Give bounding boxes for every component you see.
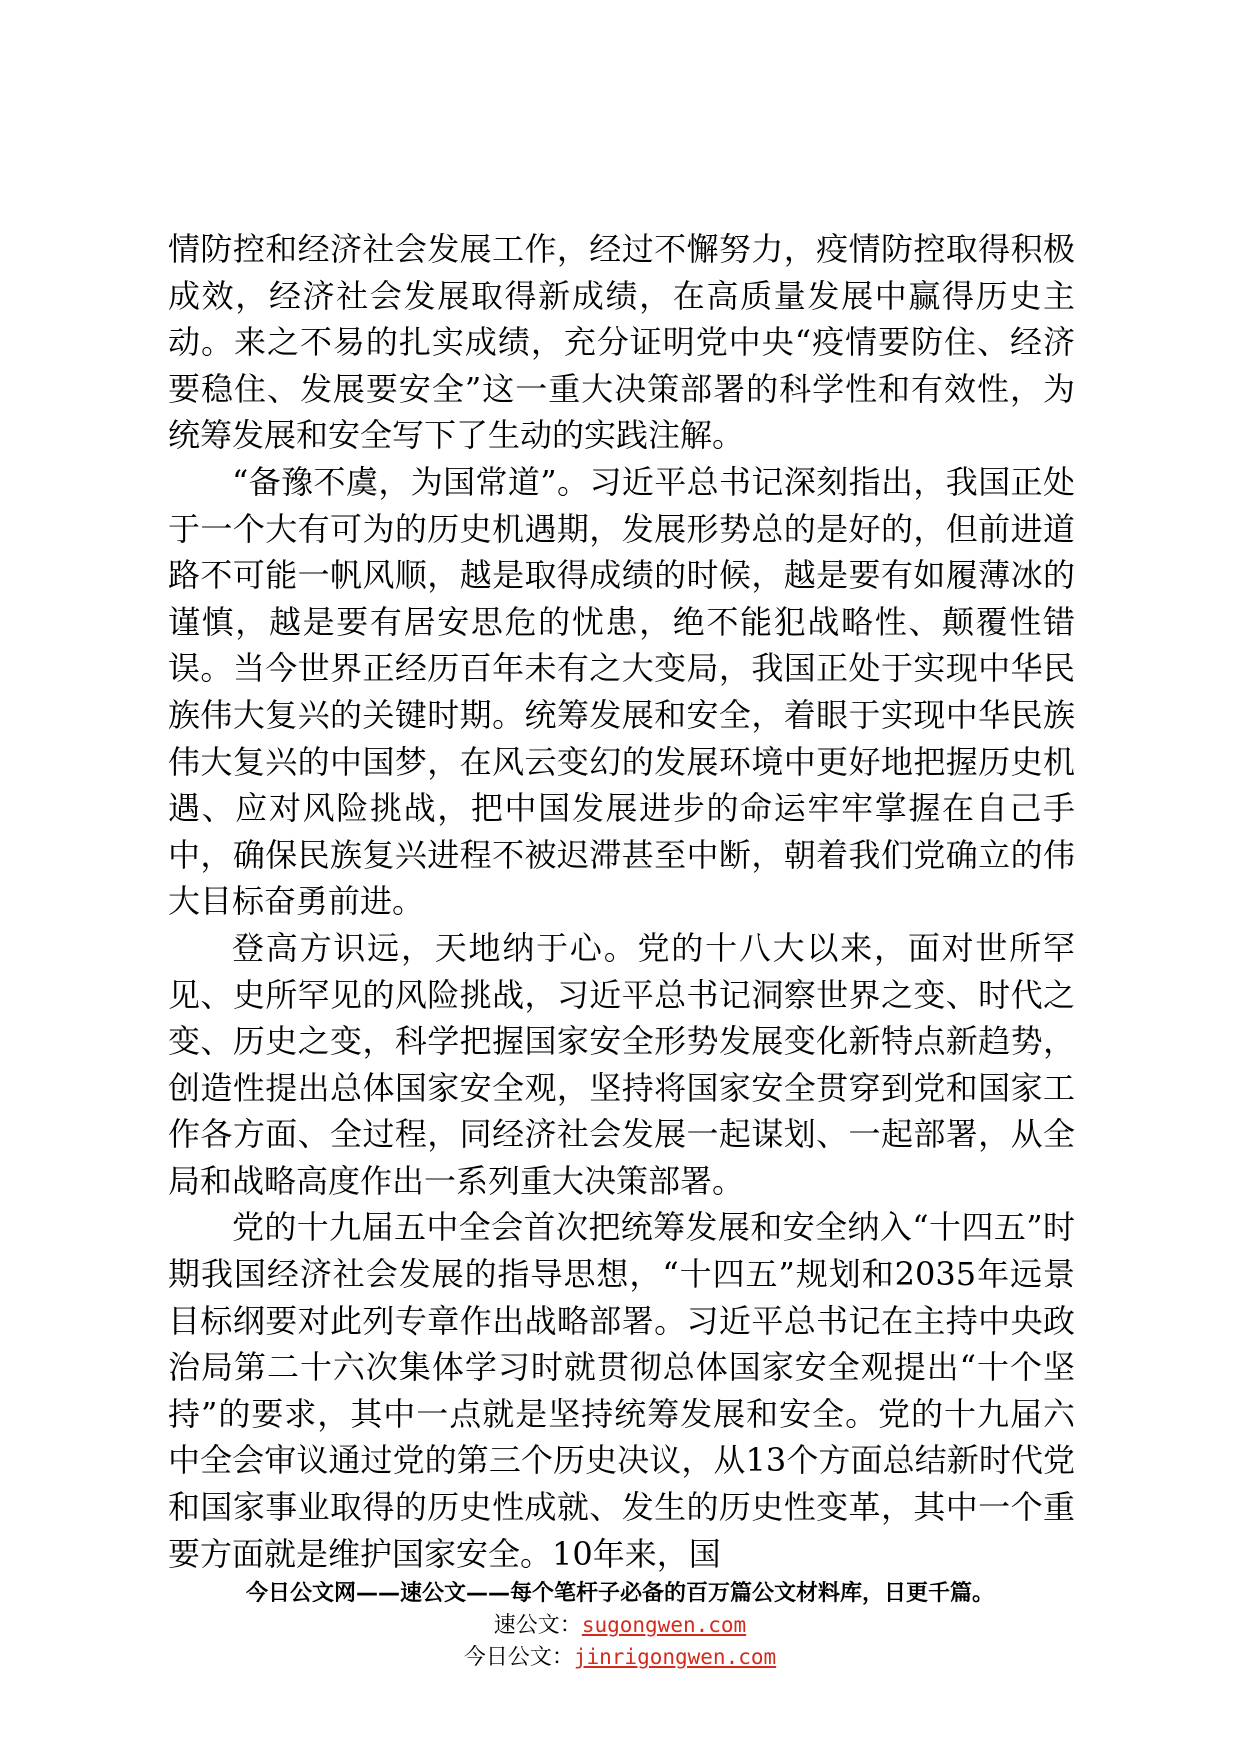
paragraph-1: 情防控和经济社会发展工作，经过不懈努力，疫情防控取得积极成效，经济社会发展取得新成绩，在高质量发展中赢得历史主动。来之不易的扎实成绩，充分证明党中央“疫情要防住、经济要稳住、发展要安全”这一重大决策部署的科学性和有效性，为统筹发展和安全写下了生动的实践注解。 [168, 230, 1075, 455]
document-body [168, 226, 1075, 1577]
footer-jinrigongwen-line [0, 1640, 1240, 1671]
footer-sugongwen-line [0, 1608, 1240, 1639]
paragraph-4: 党的十九届五中全会首次把统筹发展和安全纳入“十四五”时期我国经济社会发展的指导思想，“十四五”规划和2035年远景目标纲要对此列专章作出战略部署。习近平总书记在主持中央政治局第二十六次集体学习时就贯彻总体国家安全观提出“十个坚持”的要求，其中一点就是坚持统筹发展和安全。党的十九届六中全会审议通过党的第三个历史决议，从13个方面总结新时代党和国家事业取得的历史性成就、发生的历史性变革，其中一个重要方面就是维护国家安全。10年来，国 [168, 1208, 1075, 1573]
paragraph-3: 登高方识远，天地纳于心。党的十八大以来，面对世所罕见、史所罕见的风险挑战，习近平总书记洞察世界之变、时代之变、历史之变，科学把握国家安全形势发展变化新特点新趋势，创造性提出总体国家安全观，坚持将国家安全贯穿到党和国家工作各方面、全过程，同经济社会发展一起谋划、一起部署，从全局和战略高度作出一系列重大决策部署。 [168, 928, 1075, 1200]
paragraph-2: “备豫不虞，为国常道”。习近平总书记深刻指出，我国正处于一个大有可为的历史机遇期，发展形势总的是好的，但前进道路不可能一帆风顺，越是取得成绩的时候，越是要有如履薄冰的谨慎，越是要有居安思危的忧患，绝不能犯战略性、颠覆性错误。当今世界正经历百年未有之大变局，我国正处于实现中华民族伟大复兴的关键时期。统筹发展和安全，着眼于实现中华民族伟大复兴的中国梦，在风云变幻的发展环境中更好地把握历史机遇、应对风险挑战，把中国发展进步的命运牢牢掌握在自己手中，确保民族复兴进程不被迟滞甚至中断，朝着我们党确立的伟大目标奋勇前进。 [168, 462, 1075, 921]
footer-jinrigongwen-label: 今日公文： [463, 1645, 574, 1670]
sugongwen-link[interactable]: sugongwen.com [581, 1613, 747, 1637]
footer-sugongwen-label: 速公文： [493, 1613, 582, 1638]
jinrigongwen-link[interactable]: jinrigongwen.com [573, 1645, 777, 1669]
footer-slogan: 今日公文网——速公文——每个笔杆子必备的百万篇公文材料库，日更千篇。 [245, 1581, 994, 1606]
